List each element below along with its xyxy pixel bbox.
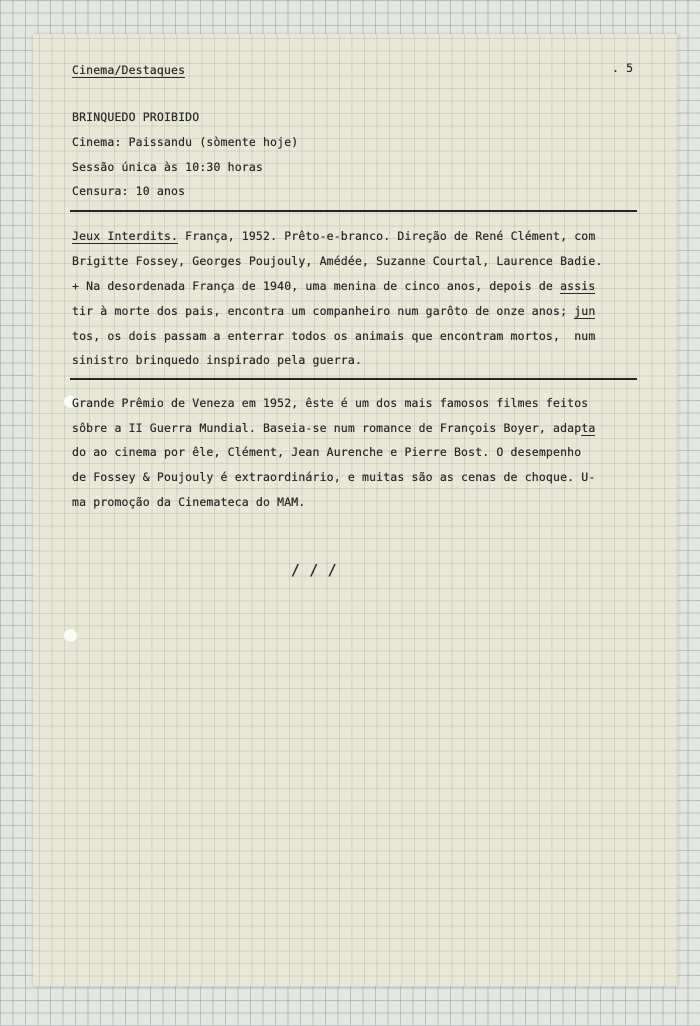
original-title: Jeux Interdits. (72, 229, 179, 243)
commentary-line: Grande Prêmio de Veneza em 1952, êste é um dos mais famosos filmes feitos (72, 396, 589, 410)
divider-rule (70, 210, 637, 212)
section-header: Cinema/Destaques (72, 63, 186, 77)
synopsis-line: tir à morte dos pais, encontra um companheiro num garôto de onze anos; jun (72, 304, 596, 318)
session-line: Sessão única às 10:30 horas (72, 160, 263, 174)
film-title: BRINQUEDO PROIBIDO (72, 110, 200, 124)
censorship-line: Censura: 10 anos (72, 184, 186, 198)
commentary-line: sôbre a II Guerra Mundial. Baseia-se num romance de François Boyer, adapta (72, 421, 596, 435)
page-number: . 5 (612, 61, 634, 75)
synopsis-line: sinistro brinquedo inspirado pela guerra. (72, 353, 363, 367)
synopsis-line: Brigitte Fossey, Georges Poujouly, Amédée, Suzanne Courtal, Laurence Badie. (72, 254, 603, 268)
commentary-line: de Fossey & Poujouly é extraordinário, e muitas são as cenas de choque. U- (72, 470, 596, 484)
synopsis-line: tos, os dois passam a enterrar todos os animais que encontram mortos, num (72, 329, 596, 343)
commentary-line: ma promoção da Cinemateca do MAM. (72, 495, 306, 509)
commentary-line: do ao cinema por êle, Clément, Jean Aurenche e Pierre Bost. O desempenho (72, 445, 582, 459)
punch-hole (63, 628, 78, 643)
typewritten-page (33, 34, 678, 986)
synopsis-line: + Na desordenada França de 1940, uma menina de cinco anos, depois de assis (72, 279, 596, 293)
divider-rule (70, 378, 637, 380)
cinema-line: Cinema: Paissandu (sòmente hoje) (72, 135, 299, 149)
end-mark: / / / (291, 561, 337, 579)
synopsis-line: Jeux Interdits. França, 1952. Prêto-e-branco. Direção de René Clément, com (72, 229, 596, 243)
